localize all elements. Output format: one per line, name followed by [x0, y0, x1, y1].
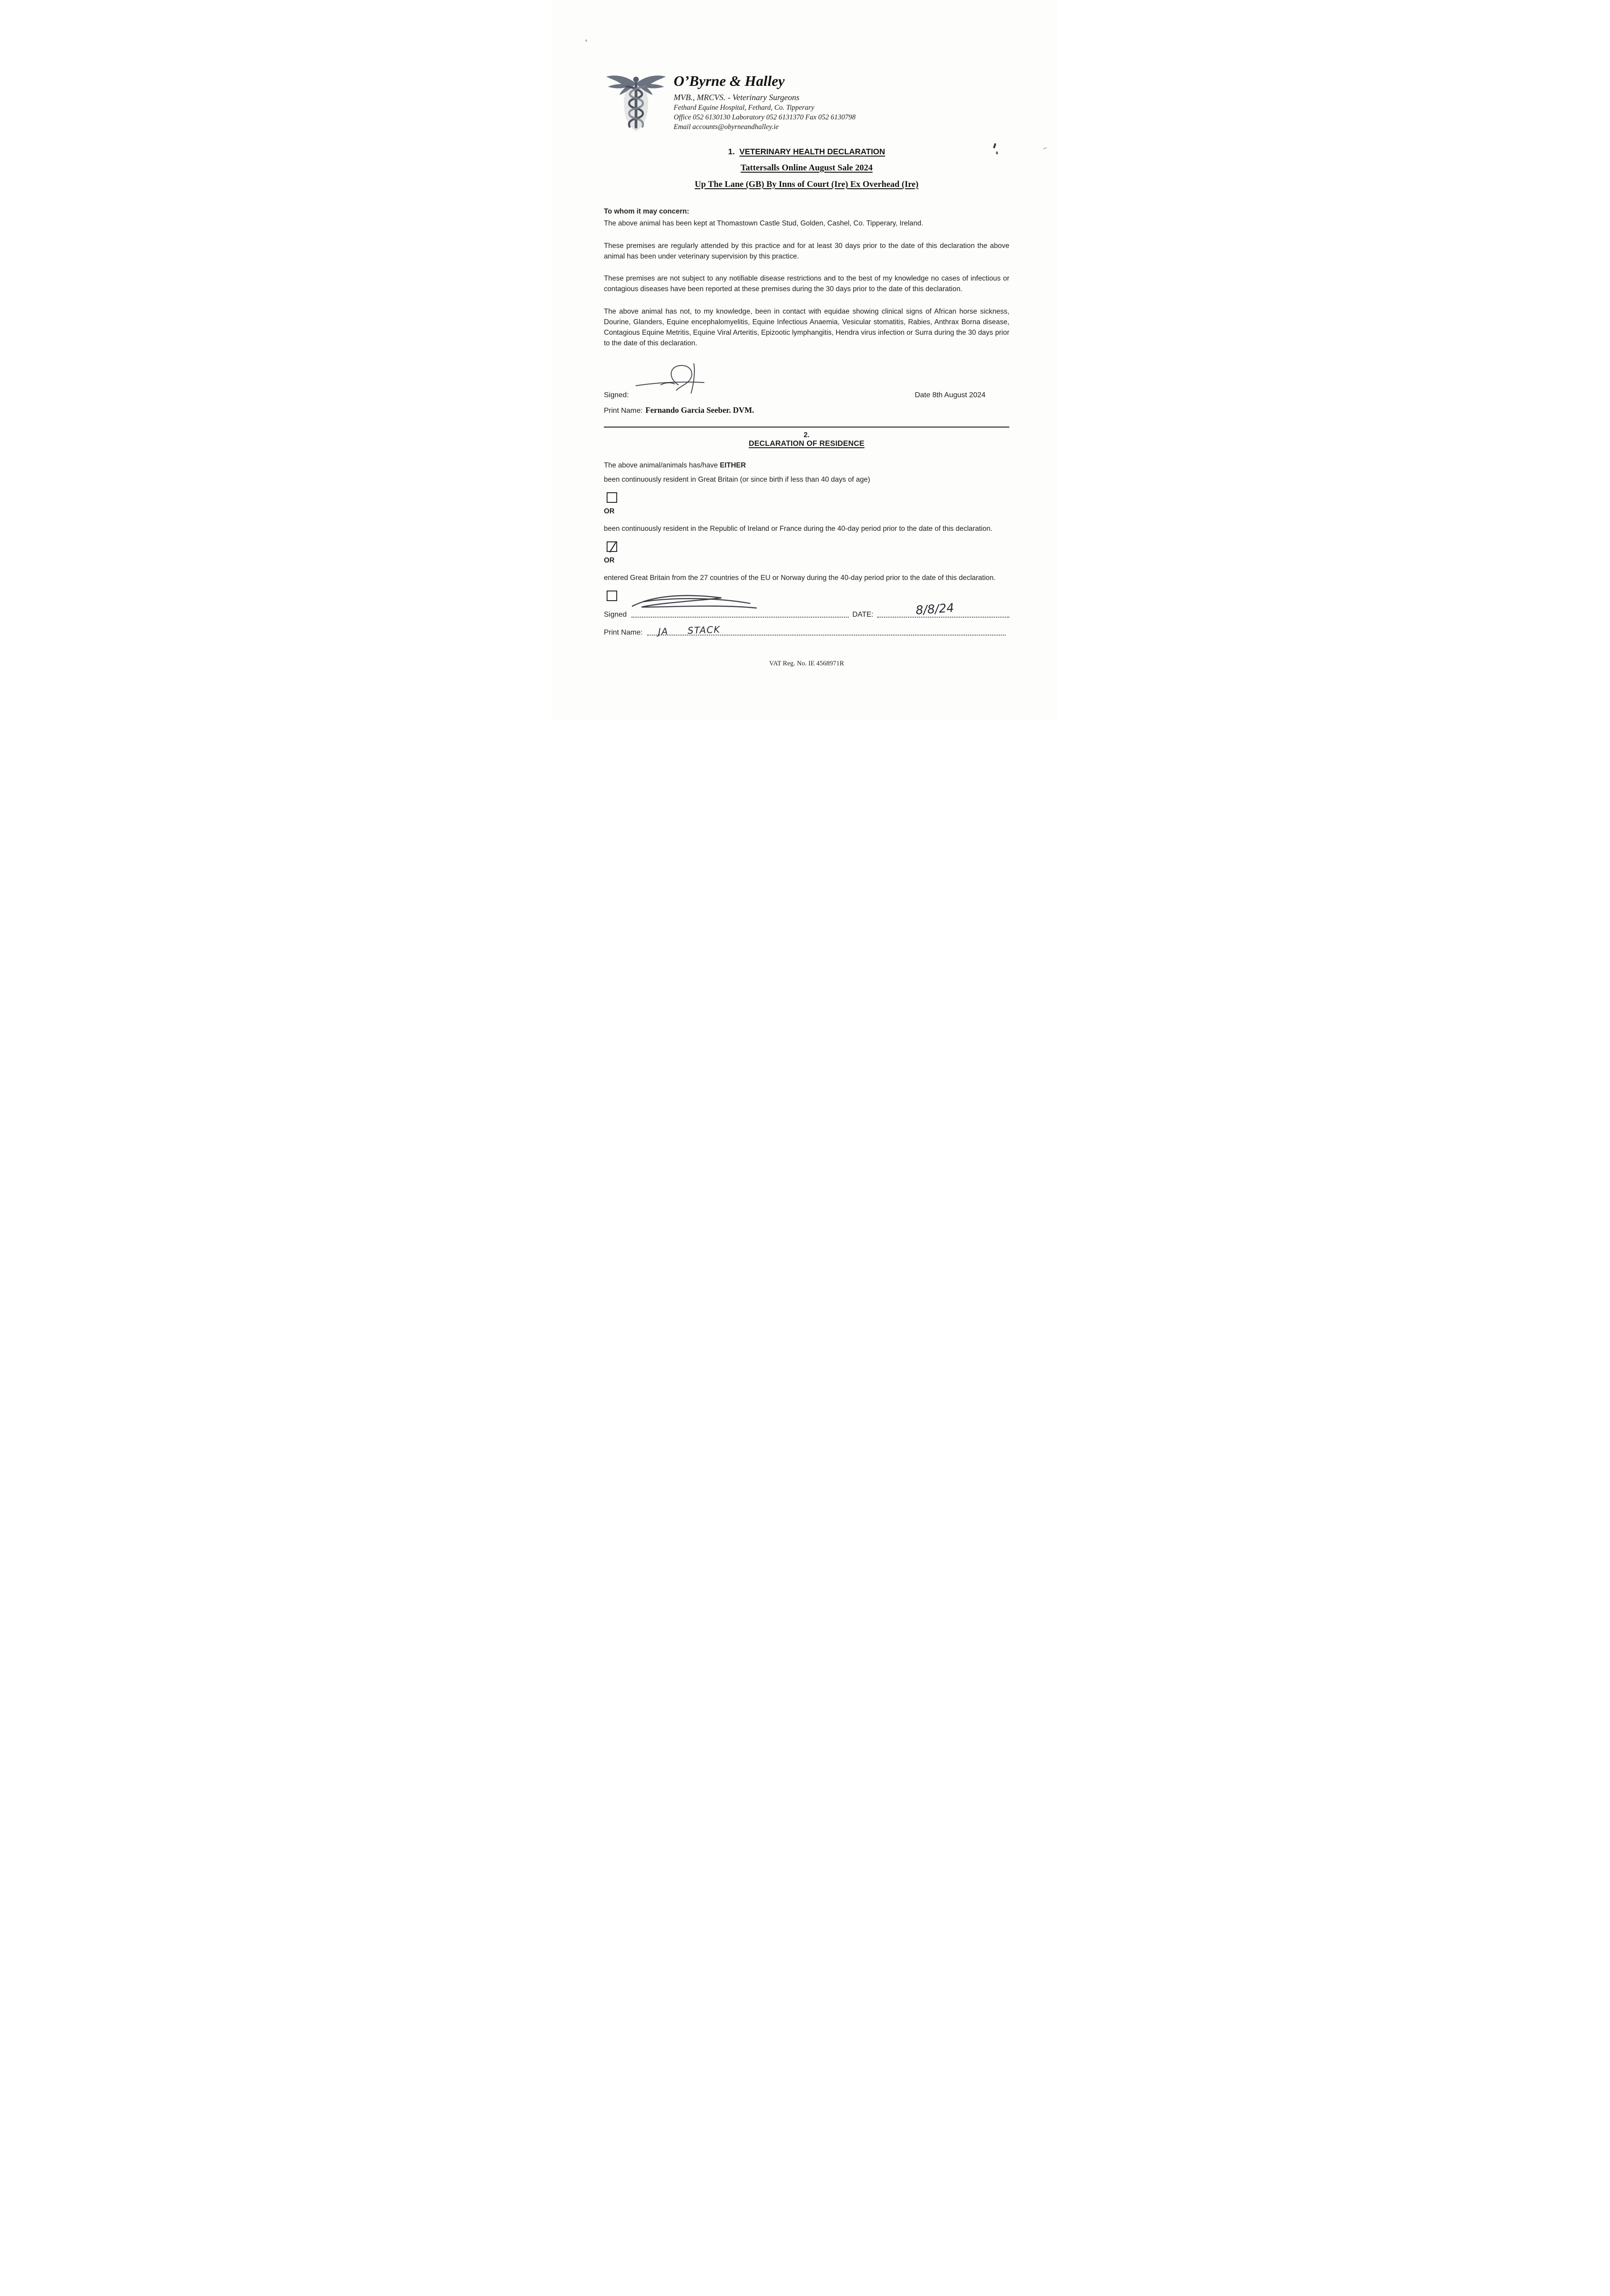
print-name-label: Print Name: [604, 406, 643, 415]
option-ireland-france: been continuously resident in the Republic of Ireland or France during the 40-day period prior to the date of this declaration. [604, 524, 993, 533]
salutation: To whom it may concern: [604, 208, 689, 215]
owner-signature-scribble [630, 591, 761, 615]
signed-label: Signed: [604, 391, 629, 399]
owner-print-name-label: Print Name: [604, 628, 643, 636]
option-great-britain: been continuously resident in Great Britain (or since birth if less than 40 days of age) [604, 475, 870, 484]
owner-signed-row [604, 601, 1009, 620]
tick-mark-icon [608, 542, 618, 553]
print-name-row [604, 405, 1009, 415]
date-line[interactable] [877, 601, 1009, 618]
date-text: Date 8th August 2024 [915, 391, 985, 399]
letterhead-text [674, 72, 856, 133]
scan-artifact [1043, 147, 1047, 150]
practice-qualifications: MVB., MRCVS. - Veterinary Surgeons [674, 92, 799, 102]
heading-text: VETERINARY HEALTH DECLARATION [739, 147, 885, 156]
letterhead [604, 72, 1009, 133]
section2-heading: DECLARATION OF RESIDENCE [749, 439, 865, 448]
section2-number: 2. [804, 431, 810, 439]
scan-artifact [996, 152, 998, 154]
paragraph-disease-restrictions: These premises are not subject to any notifiable disease restrictions and to the best of my knowledge no cases of infectious or contagious diseases have been reported at these premises during the 30 days prior to the date of this declaration. [604, 275, 1009, 293]
residence-intro-emphasis: EITHER [720, 461, 746, 469]
signature-line[interactable] [631, 617, 849, 618]
caduceus-icon [604, 72, 668, 133]
paragraph-attendance: These premises are regularly attended by this practice and for at least 30 days prior to the date of this declaration the above animal has been under veterinary supervision by this practice. [604, 242, 1009, 260]
section-divider [604, 427, 1009, 428]
practice-email: Email accounts@obyrneandhalley.ie [674, 123, 779, 131]
declaration-body [604, 206, 1009, 349]
handwritten-print-name: JA STACK [658, 624, 721, 637]
residence-intro [604, 461, 1009, 471]
date-label: DATE: [852, 610, 873, 619]
owner-print-name-row [604, 624, 1009, 638]
scanned-document-page [552, 0, 1058, 720]
checkbox-eu-norway[interactable] [607, 591, 617, 601]
kept-at-line: The above animal has been kept at Thomastown Castle Stud, Golden, Cashel, Co. Tipperary, Ireland. [604, 219, 923, 228]
practice-address: Fethard Equine Hospital, Fethard, Co. Tipperary [674, 103, 815, 112]
paragraph-contact-diseases: The above animal has not, to my knowledge, been in contact with equidae showing clinical signs of African horse sickness, Dourine, Glanders, Equine encephalomyelitis, Equine Infectious Anaemia, Vesicular stomatitis, Rabies, Anthrax Borna disease, Contagious Equine Metritis, Equine Viral Arteritis, Epizootic lymphangitis, Hendra virus infection or Surra during the 30 days prior to the date of this declaration. [604, 307, 1009, 348]
owner-signed-label: Signed [604, 610, 627, 619]
or-label: OR [604, 507, 615, 515]
vet-signature-scribble [634, 362, 716, 396]
vet-print-name: Fernando Garcia Seeber. DVM. [645, 405, 754, 415]
title-block [604, 147, 1009, 190]
horse-title: Up The Lane (GB) By Inns of Court (Ire) Ex Overhead (Ire) [694, 180, 919, 189]
residence-declaration [604, 461, 1009, 638]
or-label: OR [604, 556, 615, 564]
practice-name: O’Byrne & Halley [674, 73, 785, 89]
practice-phones: Office 052 6130130 Laboratory 052 6131370 Fax 052 6130798 [674, 113, 856, 121]
checkbox-ireland-france[interactable] [607, 541, 617, 552]
checkbox-great-britain[interactable] [607, 492, 617, 503]
vet-signature-block [604, 391, 1009, 415]
sale-title: Tattersalls Online August Sale 2024 [740, 163, 873, 173]
document-heading [604, 147, 1009, 157]
option-eu-norway: entered Great Britain from the 27 countries of the EU or Norway during the 40-day period prior to the date of this declaration. [604, 574, 996, 582]
scan-artifact [585, 39, 587, 42]
handwritten-date: 8/8/24 [915, 601, 955, 618]
residence-intro-text: The above animal/animals has/have [604, 461, 718, 469]
vat-registration: VAT Reg. No. IE 4568971R [769, 660, 844, 667]
heading-number: 1. [728, 147, 735, 156]
